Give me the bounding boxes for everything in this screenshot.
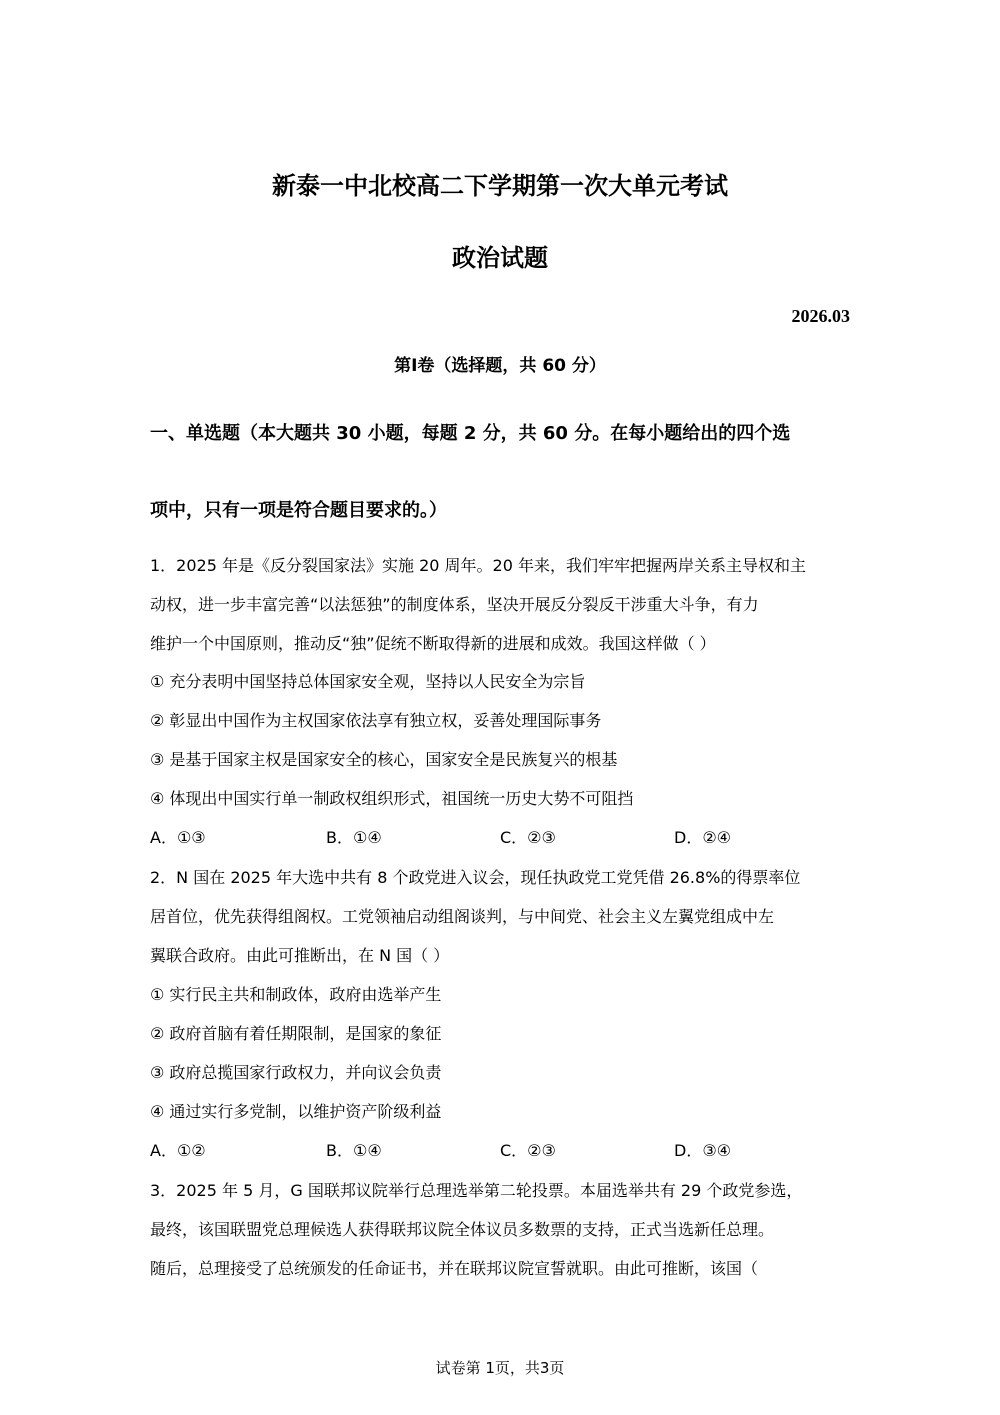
question-3-stem (150, 1171, 850, 1288)
stem-line: 维护一个中国原则，推动反“独”促统不断取得新的进展和成效。我国这样做（ ） (150, 634, 716, 653)
choice-a: A．①③ (150, 828, 206, 847)
stem-line: 最终，该国联盟党总理候选人获得联邦议院全体议员多数票的支持，正式当选新任总理。 (150, 1220, 775, 1239)
stem-line: 3．2025 年 5 月，G 国联邦议院举行总理选举第二轮投票。本届选举共有 29 个政党参选， (150, 1181, 803, 1200)
question-1-stem (150, 546, 850, 663)
question-2-choices (150, 1138, 850, 1164)
stem-line: 2．N 国在 2025 年大选中共有 8 个政党进入议会，现任执政党工党凭借 26.8%的得票率位 (150, 868, 801, 887)
question-1-option-1: ① 充分表明中国坚持总体国家安全观，坚持以人民安全为宗旨 (150, 672, 586, 691)
question-2-option-3: ③ 政府总揽国家行政权力，并向议会负责 (150, 1063, 442, 1082)
choice-a: A．①② (150, 1141, 206, 1160)
section-heading-line-1: 一、单选题（本大题共 30 小题，每题 2 分，共 60 分。在每小题给出的四个选 (150, 423, 791, 444)
exam-title: 新泰一中北校高二下学期第一次大单元考试 (272, 172, 728, 200)
question-2-option-4: ④ 通过实行多党制，以维护资产阶级利益 (150, 1102, 442, 1121)
stem-line: 翼联合政府。由此可推断出，在 N 国（ ） (150, 946, 450, 965)
choice-d: D．③④ (674, 1141, 732, 1160)
section-heading-line-2: 项中，只有一项是符合题目要求的。） (150, 500, 447, 521)
page-footer: 试卷第 1页，共3页 (435, 1359, 565, 1377)
stem-line: 动权，进一步丰富完善“以法惩独”的制度体系，坚决开展反分裂反干涉重大斗争，有力 (150, 595, 759, 614)
volume-heading: 第Ⅰ卷（选择题，共 60 分） (394, 356, 606, 376)
exam-date: 2026.03 (791, 306, 850, 326)
question-1-choices (150, 825, 850, 851)
choice-c: C．②③ (500, 1141, 556, 1160)
stem-line: 随后，总理接受了总统颁发的任命证书，并在联邦议院宣誓就职。由此可推断，该国（ (150, 1259, 759, 1278)
choice-b: B．①④ (326, 1141, 382, 1160)
choice-c: C．②③ (500, 828, 556, 847)
choice-b: B．①④ (326, 828, 382, 847)
question-1-option-2: ② 彰显出中国作为主权国家依法享有独立权，妥善处理国际事务 (150, 711, 602, 730)
question-1-option-4: ④ 体现出中国实行单一制政权组织形式，祖国统一历史大势不可阻挡 (150, 789, 634, 808)
question-2-stem (150, 858, 850, 975)
stem-line: 1．2025 年是《反分裂国家法》实施 20 周年。20 年来，我们牢牢把握两岸关系主导权和主 (150, 556, 806, 575)
subject-title: 政治试题 (452, 244, 548, 272)
question-2-option-1: ① 实行民主共和制政体，政府由选举产生 (150, 985, 442, 1004)
choice-d: D．②④ (674, 828, 732, 847)
question-2-option-2: ② 政府首脑有着任期限制，是国家的象征 (150, 1024, 442, 1043)
question-1-option-3: ③ 是基于国家主权是国家安全的核心，国家安全是民族复兴的根基 (150, 750, 618, 769)
stem-line: 居首位，优先获得组阁权。工党领袖启动组阁谈判，与中间党、社会主义左翼党组成中左 (150, 907, 775, 926)
